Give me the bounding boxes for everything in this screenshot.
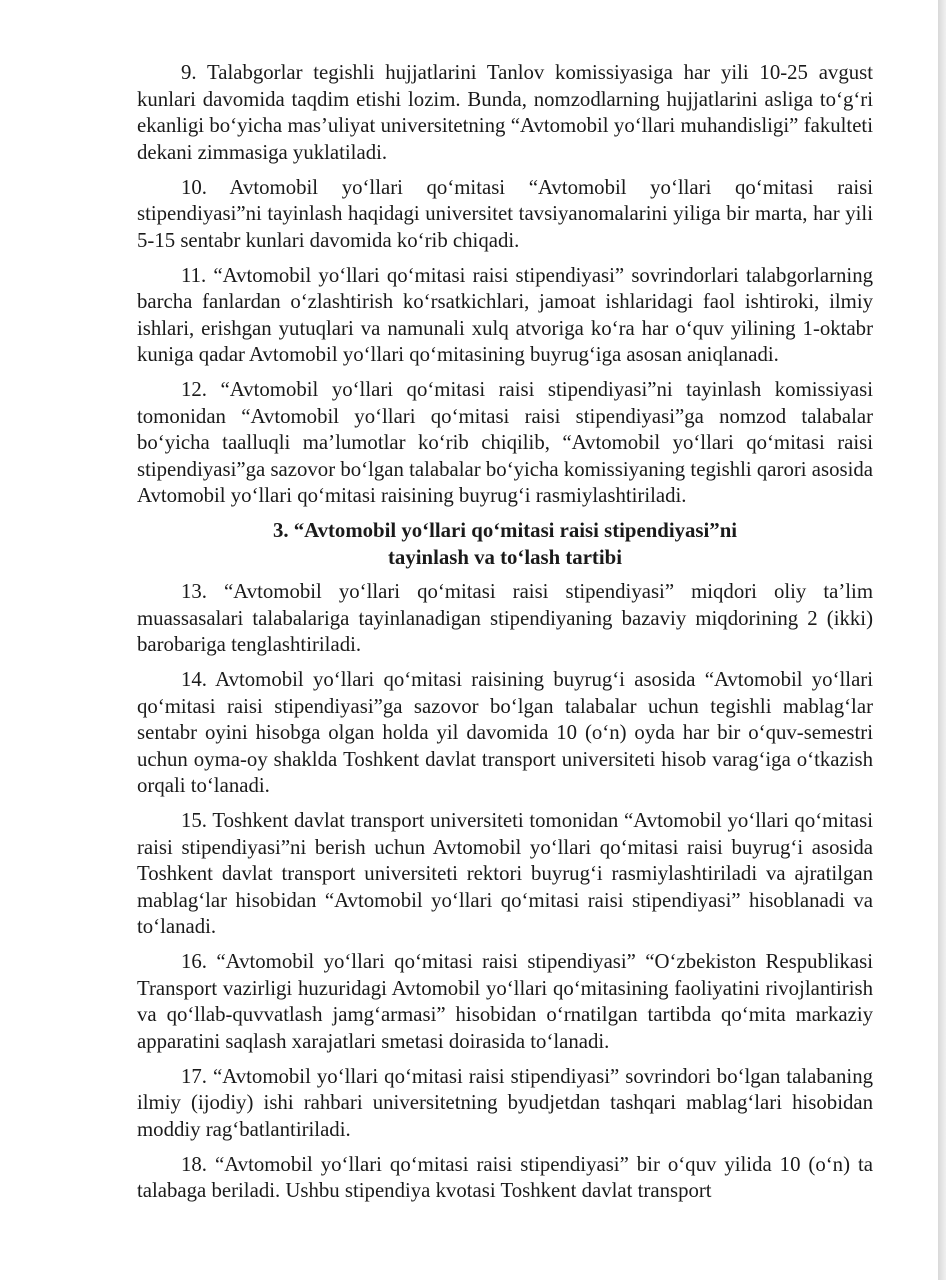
paragraph-10: 10. Avtomobil yo‘llari qo‘mitasi “Avtomobil yo‘llari qo‘mitasi raisi stipendiyasi”ni tayinlash haqidagi universitet tavsiyanomalarini yiliga bir marta, har yili 5-15 sentabr kunlari davomida ko‘rib chiqadi.: [137, 175, 873, 252]
paragraph-15: 15. Toshkent davlat transport universiteti tomonidan “Avtomobil yo‘llari qo‘mitasi raisi stipendiyasi”ni berish uchun Avtomobil yo‘llari qo‘mitasi raisi buyrug‘i asosida Toshkent davlat transport universiteti rektori buyrug‘i rasmiylashtiriladi va ajratilgan mablag‘lar hisobidan “Avtomobil yo‘llari qo‘mitasi raisi stipendiyasi” hisoblanadi va to‘lanadi.: [137, 809, 873, 938]
paragraph-18: 18. “Avtomobil yo‘llari qo‘mitasi raisi stipendiyasi” bir o‘quv yilida 10 (o‘n) ta talabaga beriladi. Ushbu stipendiya kvotasi Toshkent davlat transport: [137, 1152, 873, 1202]
paragraph-9: 9. Talabgorlar tegishli hujjatlarini Tanlov komissiyasiga har yili 10-25 avgust kunlari davomida taqdim etishi lozim. Bunda, nomzodlarning hujjatlarini asliga to‘g‘ri ekanligi bo‘yicha mas’uliyat universitetning “Avtomobil yo‘llari muhandisligi” fakulteti dekani zimmasiga yuklatiladi.: [137, 61, 873, 164]
paragraph-12: 12. “Avtomobil yo‘llari qo‘mitasi raisi stipendiyasi”ni tayinlash komissiyasi tomonidan “Avtomobil yo‘llari qo‘mitasi raisi stipendiyasi”ga nomzod talabalar bo‘yicha taalluqli ma’lumotlar ko‘rib chiqilib, “Avtomobil yo‘llari qo‘mitasi raisi stipendiyasi”ga sazovor bo‘lgan talabalar bo‘yicha komissiyaning tegishli qarori asosida Avtomobil yo‘llari qo‘mitasi raisining buyrug‘i rasmiylashtiriladi.: [137, 378, 873, 507]
paragraph-14: 14. Avtomobil yo‘llari qo‘mitasi raisining buyrug‘i asosida “Avtomobil yo‘llari qo‘mitasi raisi stipendiyasi”ga sazovor bo‘lgan talabalar uchun tegishli mablag‘lar sentabr oyini hisobga olgan holda yil davomida 10 (o‘n) oyda har bir o‘quv-semestri uchun oyma-oy shakldа Toshkent davlat transport universiteti hisob varag‘iga o‘tkazish orqali to‘lanadi.: [137, 668, 873, 797]
paragraph-11: 11. “Avtomobil yo‘llari qo‘mitasi raisi stipendiyasi” sovrindorlari talabgorlarning barcha fanlardan o‘zlashtirish ko‘rsatkichlari, jamoat ishlaridagi faol ishtiroki, ilmiy ishlari, erishgan yutuqlari va namunali xulq atvoriga ko‘ra har o‘quv yilining 1-oktabr kuniga qadar Avtomobil yo‘llari qo‘mitasining buyrug‘iga asosan aniqlanadi.: [137, 263, 873, 366]
page-edge-shadow: [938, 0, 946, 1280]
section-heading: [137, 518, 873, 571]
paragraph-16: 16. “Avtomobil yo‘llari qo‘mitasi raisi stipendiyasi” “O‘zbekiston Respublikasi Transport vazirligi huzuridagi Avtomobil yo‘llari qo‘mitasining faoliyatini rivojlantirish va qo‘llab-quvvatlash jamg‘armasi” hisobidan o‘rnatilgan tartibda qo‘mita markaziy apparatini saqlash xarajatlari smetasi doirasida to‘lanadi.: [137, 950, 873, 1053]
section-heading-line-1: 3. “Avtomobil yo‘llari qo‘mitasi raisi stipendiyasi”ni: [272, 519, 738, 542]
document-body: [137, 60, 873, 1213]
section-heading-line-2: tayinlash va to‘lash tartibi: [388, 545, 622, 569]
paragraph-17: 17. “Avtomobil yo‘llari qo‘mitasi raisi stipendiyasi” sovrindori bo‘lgan talabaning ilmiy (ijodiy) ishi rahbari universitetning byudjetdan tashqari mablag‘lari hisobidan moddiy rag‘batlantiriladi.: [137, 1064, 873, 1141]
paragraph-13: 13. “Avtomobil yo‘llari qo‘mitasi raisi stipendiyasi” miqdori oliy ta’lim muassasalari talabalariga tayinlanadigan stipendiyaning bazaviy miqdorining 2 (ikki) barobariga tenglashtiriladi.: [137, 580, 873, 656]
